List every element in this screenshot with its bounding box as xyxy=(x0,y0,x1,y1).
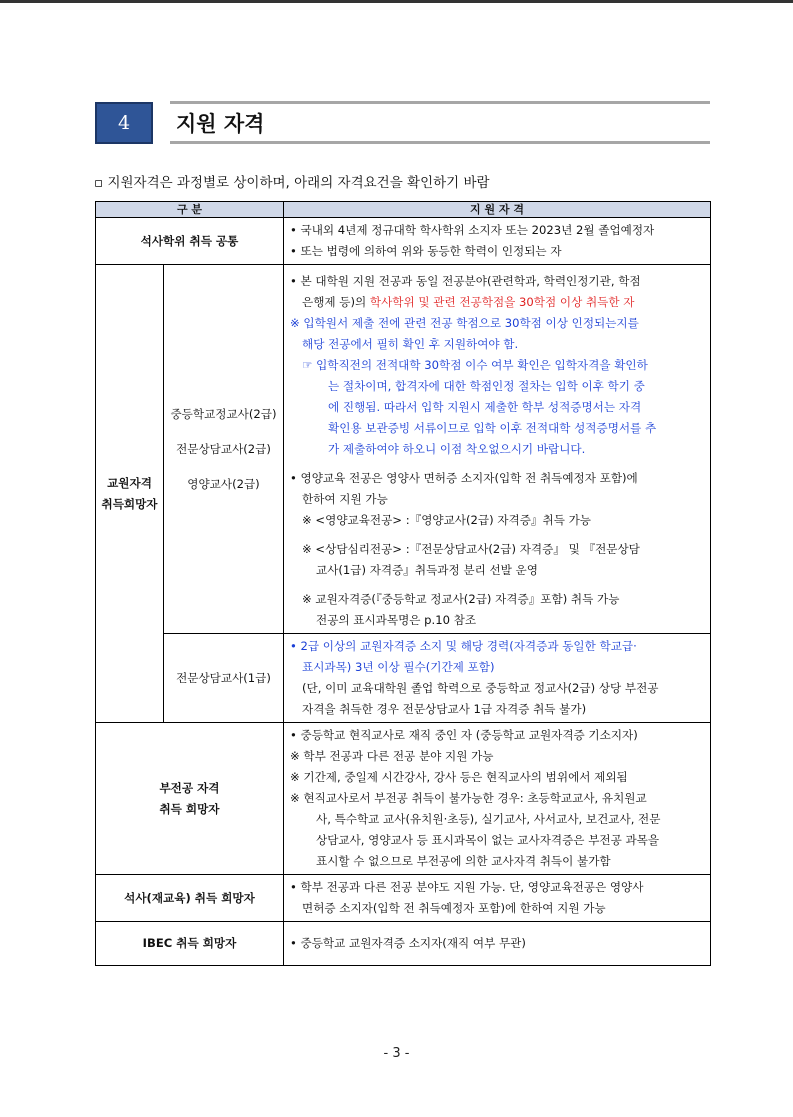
text-line: 면허증 소지자(입학 전 취득예정자 포함)에 한하여 지원 가능 xyxy=(302,901,606,915)
table-header-row xyxy=(96,202,711,218)
text-line: ※ 입학원서 제출 전에 관련 전공 학점으로 30학점 이상 인정되는지를 xyxy=(290,316,639,330)
header-category: 구 분 xyxy=(96,202,284,218)
text-line: 상담교사, 영양교사 등 표시과목이 없는 교사자격증은 부전공 과목을 xyxy=(316,833,660,847)
category-ibec: IBEC 취득 희망자 xyxy=(96,922,284,966)
qualification-teacher-2nd xyxy=(284,265,711,634)
section-number-badge: 4 xyxy=(95,102,153,144)
highlight-red: 학사학위 및 관련 전공학점을 30학점 이상 취득한 자 xyxy=(369,295,635,309)
text-line: 에 진행됨. 따라서 입학 지원시 제출한 학부 성적증명서는 자격 xyxy=(328,400,642,414)
text-line: 사, 특수학교 교사(유치원·초등), 실기교사, 사서교사, 보건교사, 전문 xyxy=(316,812,661,826)
row-ibec xyxy=(96,922,711,966)
text-line: 확인용 보관증빙 서류이므로 입학 이후 전적대학 성적증명서를 추 xyxy=(328,421,657,435)
qualification-master-common xyxy=(284,218,711,265)
text-line: ※ 기간제, 중일제 시간강사, 강사 등은 현직교사의 범위에서 제외됨 xyxy=(290,770,628,784)
row-reeducation xyxy=(96,875,711,922)
qualification-minor xyxy=(284,723,711,875)
category-label: 취득 희망자 xyxy=(159,801,220,816)
text-line: 해당 전공에서 필히 확인 후 지원하여야 함. xyxy=(302,337,519,351)
qualification-ibec xyxy=(284,922,711,966)
subcategory-label: 중등학교정교사(2급) xyxy=(170,406,277,421)
text-line: 교사(1급) 자격증』취득과정 분리 선발 운영 xyxy=(316,563,538,577)
text-line: • 2급 이상의 교원자격증 소지 및 해당 경력(자격증과 동일한 학교급· xyxy=(290,639,637,653)
row-teacher-group2 xyxy=(96,634,711,723)
qualification-reeducation xyxy=(284,875,711,922)
text-line: 는 절차이며, 합격자에 대한 학점인정 절차는 입학 이후 학기 중 xyxy=(328,379,645,393)
text-line: ☞ 입학직전의 전적대학 30학점 이수 여부 확인은 입학자격을 확인하 xyxy=(302,358,648,372)
text-line: ※ 현직교사로서 부전공 취득이 불가능한 경우: 초등학교교사, 유치원교 xyxy=(290,791,647,805)
subcategory-label: 영양교사(2급) xyxy=(187,476,260,491)
text-line: 전공의 표시과목명은 p.10 참조 xyxy=(316,613,477,627)
text-line: • 학부 전공과 다른 전공 분야도 지원 가능. 단, 영양교육전공은 영양사 xyxy=(290,880,644,894)
category-reeducation: 석사(재교육) 취득 희망자 xyxy=(96,875,284,922)
text-line: (단, 이미 교육대학원 졸업 학력으로 중등학교 정교사(2급) 상당 부전공 xyxy=(302,681,659,695)
text-line: 한하여 지원 가능 xyxy=(302,492,388,506)
text-line: • 국내외 4년제 정규대학 학사학위 소지자 또는 2023년 2월 졸업예정자 xyxy=(290,223,655,237)
qualification-table xyxy=(95,201,711,966)
text-line: 표시할 수 없으므로 부전공에 의한 교사자격 취득이 불가함 xyxy=(316,854,611,868)
text-line: • 또는 법령에 의하여 위와 동등한 학력이 인정되는 자 xyxy=(290,244,562,258)
text-line: 표시과목) 3년 이상 필수(기간제 포함) xyxy=(302,660,495,674)
subcategory-teacher-2nd xyxy=(164,265,284,634)
category-minor xyxy=(96,723,284,875)
subcategory-counselor-1st: 전문상담교사(1급) xyxy=(164,634,284,723)
text-line: • 영양교육 전공은 영양사 면허증 소지자(입학 전 취득예정자 포함)에 xyxy=(290,471,638,485)
top-rule xyxy=(0,0,793,3)
subcategory-label: 전문상담교사(2급) xyxy=(176,441,271,456)
category-label: 취득희망자 xyxy=(101,496,158,511)
row-minor xyxy=(96,723,711,875)
section-title-rule-bottom xyxy=(170,141,710,144)
text-line: ※ <상담심리전공> :『전문상담교사(2급) 자격증』 및 『전문상담 xyxy=(302,542,640,556)
text-line: 은행제 등)의 학사학위 및 관련 전공학점을 30학점 이상 취득한 자 xyxy=(302,295,635,309)
qualification-counselor-1st xyxy=(284,634,711,723)
section-title: 지원 자격 xyxy=(176,112,265,136)
intro-text: ▫ 지원자격은 과정별로 상이하며, 아래의 자격요건을 확인하기 바람 xyxy=(94,175,490,191)
header-qualification: 지 원 자 격 xyxy=(284,202,711,218)
category-label: 교원자격 xyxy=(107,475,152,490)
text-line: ※ 학부 전공과 다른 전공 분야 지원 가능 xyxy=(290,749,494,763)
text-line: ※ 교원자격증(『중등학교 정교사(2급) 자격증』포함) 취득 가능 xyxy=(302,592,620,606)
row-master-common xyxy=(96,218,711,265)
category-master-common: 석사학위 취득 공통 xyxy=(96,218,284,265)
row-teacher-group1 xyxy=(96,265,711,634)
category-label: 부전공 자격 xyxy=(159,780,220,795)
text-line: • 본 대학원 지원 전공과 동일 전공분야(관련학과, 학력인정기관, 학점 xyxy=(290,274,641,288)
text-line: • 중등학교 현직교사로 재직 중인 자 (중등학교 교원자격증 기소지자) xyxy=(290,728,638,742)
text-line: 자격을 취득한 경우 전문상담교사 1급 자격증 취득 불가) xyxy=(302,702,587,716)
text-line: 가 제출하여야 하오니 이점 착오없으시기 바랍니다. xyxy=(328,442,586,456)
page-number: - 3 - xyxy=(383,1046,410,1061)
text-line: • 중등학교 교원자격증 소지자(재직 여부 무관) xyxy=(290,936,526,950)
section-title-rule-top xyxy=(170,101,710,104)
text-line: ※ <영양교육전공> :『영양교사(2급) 자격증』취득 가능 xyxy=(302,513,591,527)
category-teacher xyxy=(96,265,164,723)
